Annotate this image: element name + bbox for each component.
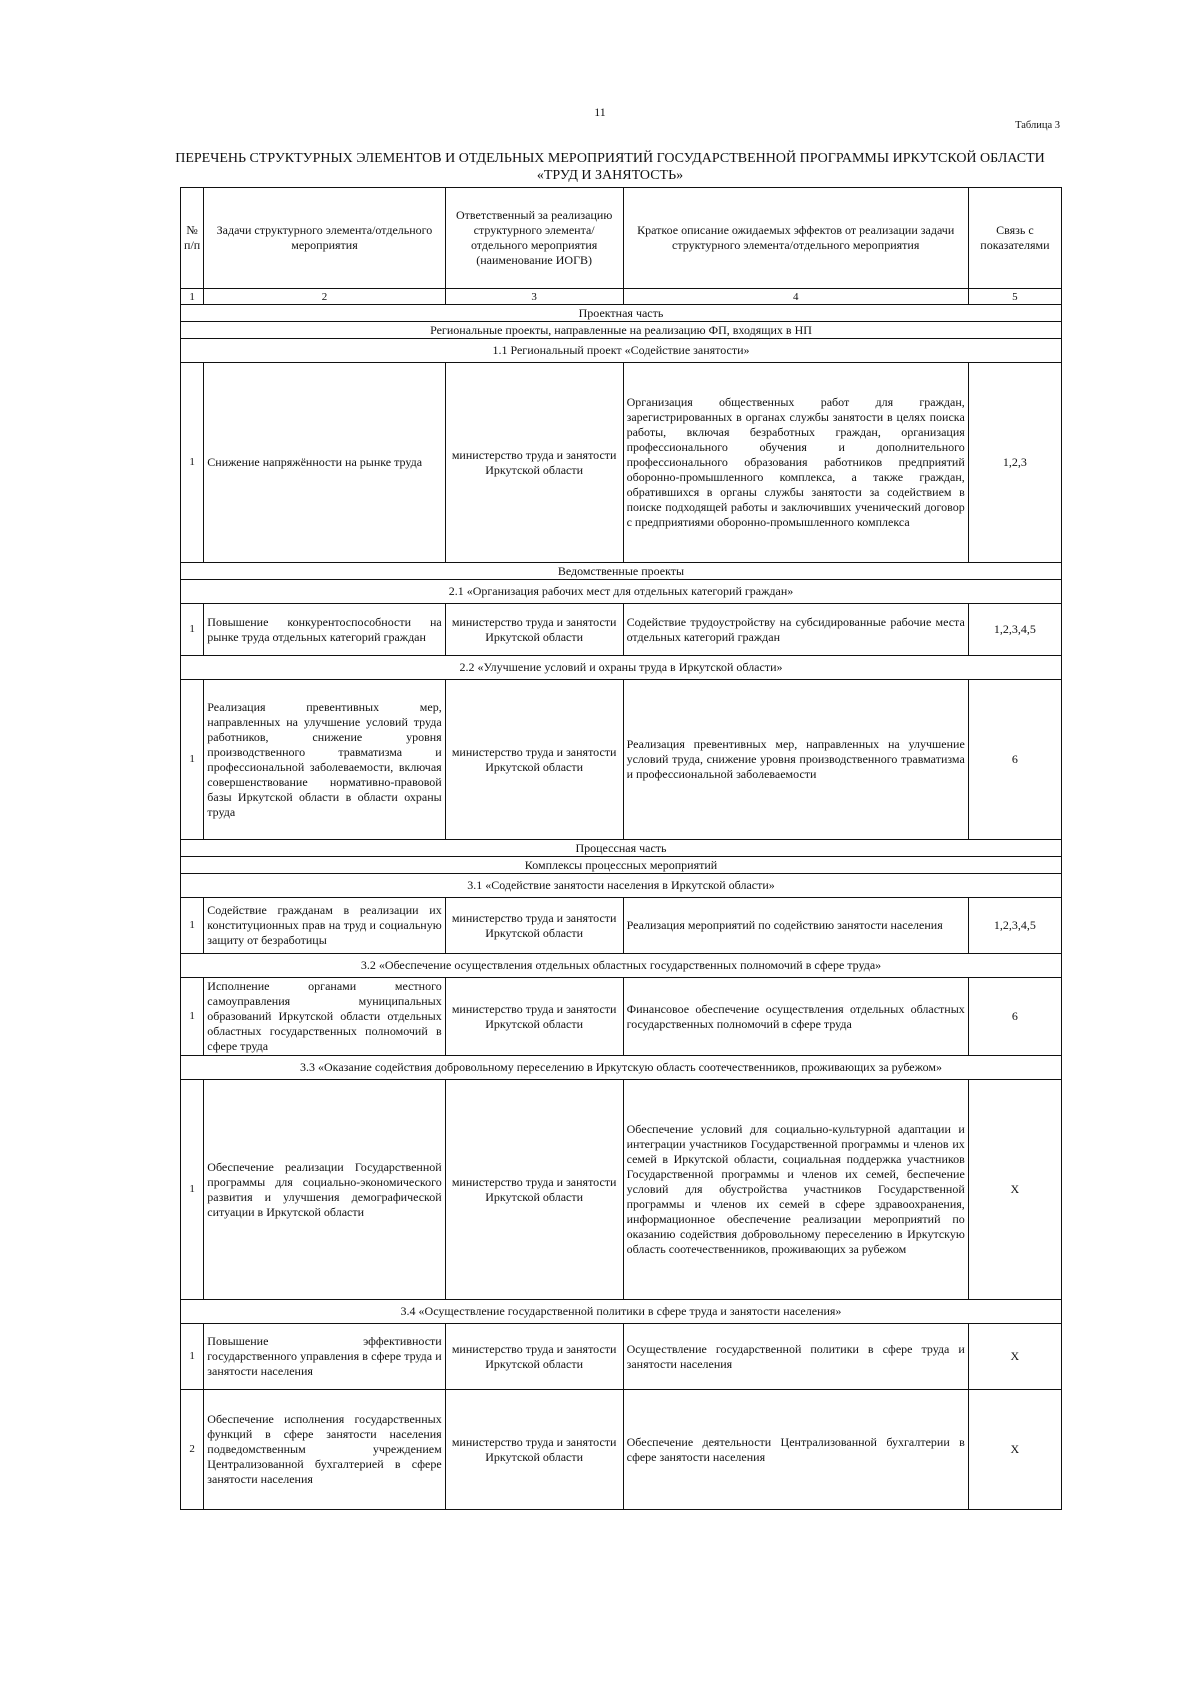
section-vp-2-2: 2.2 «Улучшение условий и охраны труда в Иркутской области» <box>181 656 1062 680</box>
row-description: Обеспечение деятельности Централизованной бухгалтерии в сфере занятости населения <box>623 1390 968 1510</box>
section-row <box>181 580 1062 604</box>
row-description: Содействие трудоустройству на субсидированные рабочие места отдельных категорий граждан <box>623 604 968 656</box>
row-num: 1 <box>181 978 204 1056</box>
section-rp-1-1: 1.1 Региональный проект «Содействие занятости» <box>181 339 1062 363</box>
col-number: 2 <box>204 289 445 305</box>
table-row <box>181 1080 1062 1300</box>
row-num: 1 <box>181 1324 204 1390</box>
row-responsible: министерство труда и занятости Иркутской области <box>445 363 623 563</box>
row-description: Осуществление государственной политики в сфере труда и занятости населения <box>623 1324 968 1390</box>
row-link: 6 <box>968 978 1061 1056</box>
row-num: 1 <box>181 680 204 840</box>
row-task: Повышение эффективности государственного управления в сфере труда и занятости населения <box>204 1324 445 1390</box>
section-row <box>181 339 1062 363</box>
header-link: Связь с показателями <box>968 188 1061 289</box>
section-kpm-3-3: 3.3 «Оказание содействия добровольному переселению в Иркутскую область соотечественников, проживающих за рубежом» <box>181 1056 1062 1080</box>
row-responsible: министерство труда и занятости Иркутской области <box>445 1390 623 1510</box>
table-label: Таблица 3 <box>1015 120 1060 131</box>
table-row <box>181 363 1062 563</box>
section-departmental: Ведомственные проекты <box>181 563 1062 580</box>
section-row <box>181 322 1062 339</box>
section-row <box>181 305 1062 322</box>
header-num: № п/п <box>181 188 204 289</box>
col-number: 1 <box>181 289 204 305</box>
section-vp-2-1: 2.1 «Организация рабочих мест для отдельных категорий граждан» <box>181 580 1062 604</box>
row-task: Содействие гражданам в реализации их конституционных прав на труд и социальную защиту от безработицы <box>204 898 445 954</box>
row-responsible: министерство труда и занятости Иркутской области <box>445 978 623 1056</box>
row-task: Обеспечение реализации Государственной программы для социально-экономического развития и улучшения демографической ситуации в Иркутской области <box>204 1080 445 1300</box>
row-description: Финансовое обеспечение осуществления отдельных областных государственных полномочий в сфере труда <box>623 978 968 1056</box>
section-row <box>181 857 1062 874</box>
row-num: 2 <box>181 1390 204 1510</box>
row-description: Реализация превентивных мер, направленных на улучшение условий труда, снижение уровня производственного травматизма и профессиональной заболеваемости <box>623 680 968 840</box>
section-row <box>181 1056 1062 1080</box>
row-responsible: министерство труда и занятости Иркутской области <box>445 680 623 840</box>
table-row <box>181 1390 1062 1510</box>
row-link: 6 <box>968 680 1061 840</box>
row-description: Организация общественных работ для граждан, зарегистрированных в органах службы занятости в целях поиска работы, включая безработных граждан, организация профессионального обучения и дополнительного профессионального образования работников предприятий оборонно-промышленного комплекса, а также граждан, обратившихся в органы службы занятости за содействием в поиске подходящей работы и заключивших ученический договор с предприятиями оборонно-промышленного комплекса <box>623 363 968 563</box>
section-kpm-3-4: 3.4 «Осуществление государственной политики в сфере труда и занятости населения» <box>181 1300 1062 1324</box>
header-task: Задачи структурного элемента/отдельного мероприятия <box>204 188 445 289</box>
row-responsible: министерство труда и занятости Иркутской области <box>445 1080 623 1300</box>
document-title <box>160 150 1060 184</box>
row-task: Обеспечение исполнения государственных функций в сфере занятости населения подведомственным учреждением Централизованной бухгалтерией в сфере занятости населения <box>204 1390 445 1510</box>
row-num: 1 <box>181 898 204 954</box>
row-num: 1 <box>181 1080 204 1300</box>
section-row <box>181 1300 1062 1324</box>
row-link: X <box>968 1390 1061 1510</box>
col-number: 3 <box>445 289 623 305</box>
row-responsible: министерство труда и занятости Иркутской области <box>445 898 623 954</box>
section-row <box>181 874 1062 898</box>
section-row <box>181 563 1062 580</box>
table-row <box>181 680 1062 840</box>
page-number: 11 <box>594 105 606 119</box>
row-link: 1,2,3,4,5 <box>968 898 1061 954</box>
row-link: 1,2,3,4,5 <box>968 604 1061 656</box>
row-num: 1 <box>181 363 204 563</box>
section-project-part: Проектная часть <box>181 305 1062 322</box>
row-description: Реализация мероприятий по содействию занятости населения <box>623 898 968 954</box>
header-description: Краткое описание ожидаемых эффектов от реализации задачи структурного элемента/отдельного мероприятия <box>623 188 968 289</box>
row-task: Повышение конкурентоспособности на рынке труда отдельных категорий граждан <box>204 604 445 656</box>
section-regional-projects: Региональные проекты, направленные на реализацию ФП, входящих в НП <box>181 322 1062 339</box>
column-numbers-row <box>181 289 1062 305</box>
row-num: 1 <box>181 604 204 656</box>
row-responsible: министерство труда и занятости Иркутской области <box>445 1324 623 1390</box>
row-link: X <box>968 1080 1061 1300</box>
table-row <box>181 1324 1062 1390</box>
row-link: X <box>968 1324 1061 1390</box>
row-task: Исполнение органами местного самоуправления муниципальных образований Иркутской области отдельных областных государственных полномочий в сфере труда <box>204 978 445 1056</box>
table-row <box>181 978 1062 1056</box>
row-responsible: министерство труда и занятости Иркутской области <box>445 604 623 656</box>
title-line-1: ПЕРЕЧЕНЬ СТРУКТУРНЫХ ЭЛЕМЕНТОВ И ОТДЕЛЬНЫХ МЕРОПРИЯТИЙ ГОСУДАРСТВЕННОЙ ПРОГРАММЫ ИРКУТСКОЙ ОБЛАСТИ <box>175 151 1045 166</box>
section-kpm-3-2: 3.2 «Обеспечение осуществления отдельных областных государственных полномочий в сфере труда» <box>181 954 1062 978</box>
structural-elements-table <box>180 187 1062 1510</box>
row-link: 1,2,3 <box>968 363 1061 563</box>
row-task: Реализация превентивных мер, направленных на улучшение условий труда работников, снижение уровня производственного травматизма и профессиональной заболеваемости, включая совершенствование нормативно-правовой базы Иркутской области в области охраны труда <box>204 680 445 840</box>
table-header-row <box>181 188 1062 289</box>
col-number: 4 <box>623 289 968 305</box>
section-row <box>181 656 1062 680</box>
row-description: Обеспечение условий для социально-культурной адаптации и интеграции участников Государственной программы и членов их семей в Иркутской области, социальная поддержка участников Государственной программы и членов их семей, беспечение условий для обустройства участников Государственной программы и членов их семей в сфере здравоохранения, информационное обеспечение реализации мероприятий по оказанию содействия добровольному переселению в Иркутскую область соотечественников, проживающих за рубежом <box>623 1080 968 1300</box>
col-number: 5 <box>968 289 1061 305</box>
row-task: Снижение напряжённости на рынке труда <box>204 363 445 563</box>
title-line-2: «ТРУД И ЗАНЯТОСТЬ» <box>536 168 684 183</box>
table-row <box>181 898 1062 954</box>
section-process-part: Процессная часть <box>181 840 1062 857</box>
section-row <box>181 840 1062 857</box>
section-row <box>181 954 1062 978</box>
header-responsible: Ответственный за реализацию структурного элемента/отдельного мероприятия (наименование ИОГВ) <box>445 188 623 289</box>
table-row <box>181 604 1062 656</box>
section-complexes: Комплексы процессных мероприятий <box>181 857 1062 874</box>
section-kpm-3-1: 3.1 «Содействие занятости населения в Иркутской области» <box>181 874 1062 898</box>
